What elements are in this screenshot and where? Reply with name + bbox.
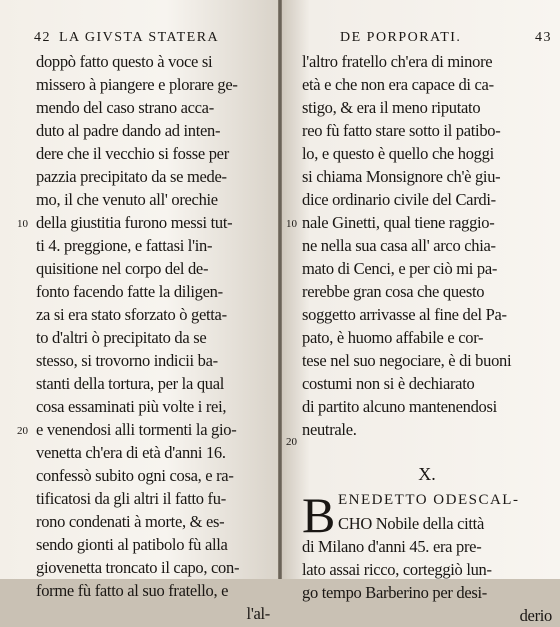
entry-heading: ENEDETTO ODESCAL- — [338, 492, 520, 508]
catchword: l'al- — [246, 604, 270, 623]
right-margin-line-number: 10 — [286, 218, 297, 230]
text-line: lato assai ricco, corteggiò lun- — [302, 560, 492, 579]
text-line: tese nel suo negociare, è di buoni — [302, 351, 512, 370]
text-line: missero à piangere e plorare ge- — [36, 75, 238, 94]
text-line: duto al padre dando ad inten- — [36, 121, 221, 140]
text-line: ti 4. preggione, e fattasi l'in- — [36, 236, 213, 255]
left-margin-line-number: 10 — [17, 218, 28, 230]
text-line: stigo, & era il meno riputato — [302, 98, 481, 117]
text-line: sendo gionti al patibolo fù alla — [36, 535, 228, 554]
text-line: quisitione nel corpo del de- — [36, 259, 209, 278]
text-line: venetta ch'era di età d'anni 16. — [36, 443, 226, 462]
text-line: ne nella sua casa all' arco chia- — [302, 236, 496, 255]
right-margin-line-number: 20 — [286, 436, 297, 448]
text-line: rono condenati à morte, & es- — [36, 512, 225, 531]
text-line: dice ordinario civile del Cardi- — [302, 190, 496, 209]
left-page — [0, 0, 278, 623]
text-line: mendo del caso strano acca- — [36, 98, 214, 117]
catchword: derio — [519, 606, 552, 625]
left-page-number: 42 — [34, 30, 51, 45]
text-line: costumi non si è dechiarato — [302, 374, 475, 393]
text-line: reo fù fatto stare sotto il patibo- — [302, 121, 501, 140]
text-line: za si era stato sforzato ò getta- — [36, 305, 227, 324]
text-line: dere che il vecchio si fosse per — [36, 144, 229, 163]
text-line: fonto facendo fatte la diligen- — [36, 282, 223, 301]
text-line: stanti della tortura, per la qual — [36, 374, 225, 393]
text-line: lo, e questo è quello che hoggi — [302, 144, 494, 163]
text-line: mato di Cenci, e per ciò mi pa- — [302, 259, 498, 278]
text-line: giovenetta troncato il capo, con- — [36, 558, 240, 577]
text-line: CHO Nobile della città — [338, 514, 484, 533]
text-line: nale Ginetti, qual tiene raggio- — [302, 213, 495, 232]
text-line: go tempo Barberino per desi- — [302, 583, 487, 602]
text-line: stesso, si trovorno indicii ba- — [36, 351, 218, 370]
right-body-text — [302, 50, 552, 627]
right-running-head: DE PORPORATI. — [340, 30, 462, 45]
text-line: si chiama Monsignore ch'è giu- — [302, 167, 501, 186]
text-line: pazzia precipitato da se mede- — [36, 167, 227, 186]
left-margin-line-number: 20 — [17, 425, 28, 437]
left-body-text — [36, 50, 270, 625]
text-line: mo, il che venuto all' orechie — [36, 190, 218, 209]
left-running-head: LA GIVSTA STATERA — [59, 30, 220, 45]
text-line: età e che non era capace di ca- — [302, 75, 494, 94]
text-line: tificatosi da gli altri il fatto fu- — [36, 489, 226, 508]
text-line: pato, è huomo affabile e cor- — [302, 328, 484, 347]
left-running-header — [34, 30, 219, 46]
text-line: di partito alcuno mantenendosi — [302, 397, 497, 416]
text-line: l'altro fratello ch'era di minore — [302, 52, 493, 71]
text-line: cosa essaminati più volte i rei, — [36, 397, 227, 416]
right-page-number: 43 — [535, 30, 552, 45]
entry-block — [302, 489, 552, 627]
text-line: della giustitia furono messi tut- — [36, 213, 233, 232]
text-line: neutrale. — [302, 420, 357, 439]
text-line: rerebbe gran cosa che questo — [302, 282, 485, 301]
text-line: di Milano d'anni 45. era pre- — [302, 537, 482, 556]
text-line: forme fù fatto al suo fratello, e — [36, 581, 229, 600]
drop-cap: B — [302, 487, 336, 543]
text-line: confessò subito ogni cosa, e ra- — [36, 466, 234, 485]
text-line: doppò fatto questo à voce si — [36, 52, 213, 71]
text-line: to d'altri ò precipitato da se — [36, 328, 207, 347]
right-page — [282, 0, 560, 625]
section-number: X. — [418, 464, 436, 484]
text-line: soggetto arrivasse al fine del Pa- — [302, 305, 507, 324]
text-line: e venendosi alli tormenti la gio- — [36, 420, 237, 439]
